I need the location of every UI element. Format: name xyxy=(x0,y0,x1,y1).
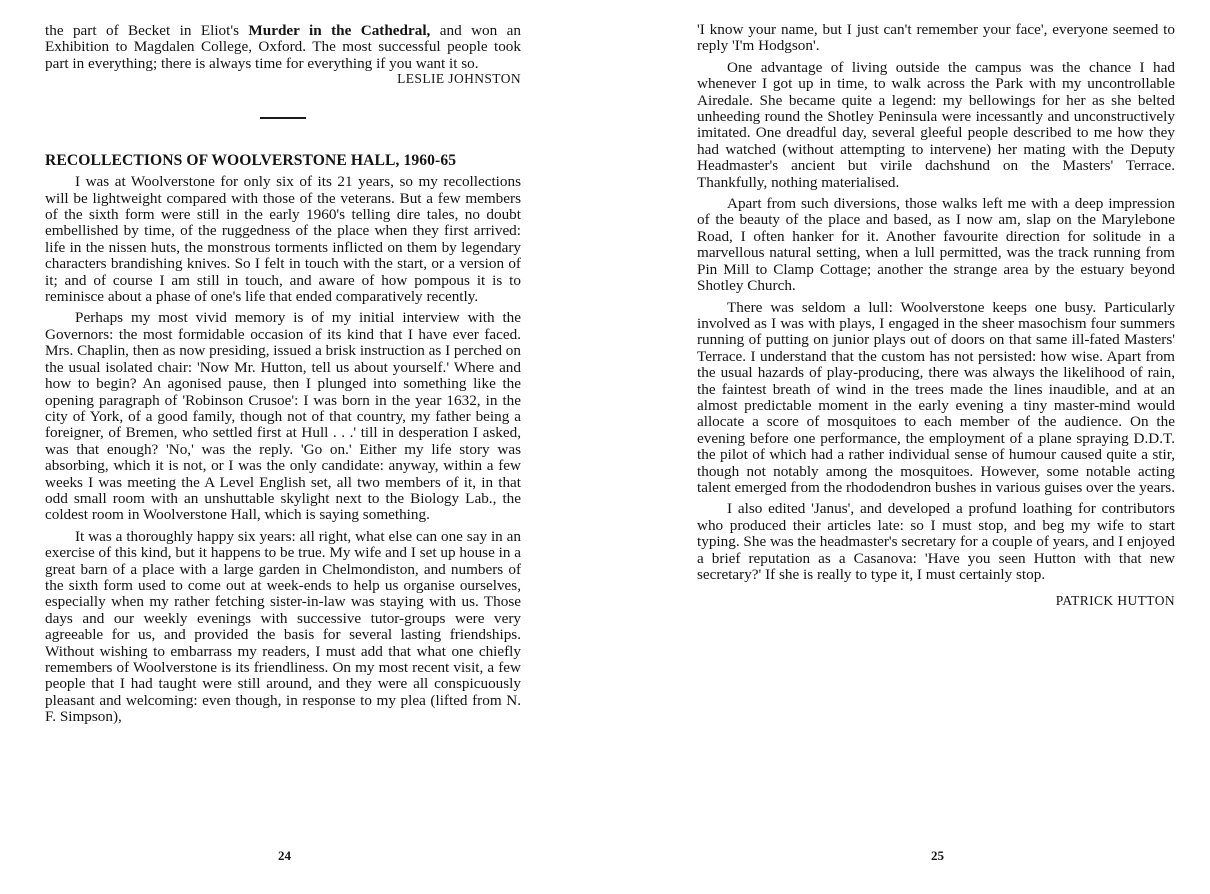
page-number-left: 24 xyxy=(278,848,291,863)
author-signature: PATRICK HUTTON xyxy=(1055,593,1175,609)
paragraph: Apart from such diversions, those walks left me with a deep impression of the beauty of the place and based, as I now am, slap on the Marylebone Road, I often hanker for it. Another favourite direction for solitude in a marvellous natural setting, when a lull permitted, was the track running from Pin Mill to Clamp Cottage; another the strange area by the estuary beyond Shotley Church. xyxy=(697,195,1175,295)
carryover-text-end: and won an Exhibition to Magdalen College, Oxford. The most successful people took part in everything; there is always time for everything if you want it so. xyxy=(45,22,521,72)
paragraph: I was at Woolverstone for only six of its 21 years, so my recollections will be lightweight compared with those of the veterans. But a few members of the sixth form were still in the early 1960's telling dire tales, no doubt embellished by time, of the ruggedness of the place when they first arrived: life in the nissen huts, the monstrous torments inflicted on them by legendary characters brandishing knives. So I felt in touch with the start, or a version of it; and of course I am still in touch, and aware of how pompous it is to reminisce about a phase of one's life that ended comparatively recently. xyxy=(45,173,521,306)
paragraph: One advantage of living outside the campus was the chance I had whenever I got up in time, to walk across the Park with my uncontrollable Airedale. She became quite a legend: my bellowings for her as she belted unheeding round the Shotley Peninsula were incessantly and unconstructively imitated. One dreadful day, several gleeful people described to me how they had watched (without attempting to intervene) her mating with the Deputy Headmaster's ancient but virile dachshund on the Masters' Terrace. Thankfully, nothing materialised. xyxy=(697,58,1175,191)
paragraph: Perhaps my most vivid memory is of my initial interview with the Governors: the most formidable occasion of its kind that I have ever faced. Mrs. Chaplin, then as now presiding, issued a brisk instruction as I perched on the usual isolated chair: 'Now Mr. Hutton, tell us about yourself.' Where and how to begin? An agonised pause, then I plunged into something like the opening paragraph of 'Robinson Crusoe': I was born in the year 1632, in the city of York, of a good family, though not of that country, my father being a foreigner, of Bremen, who settled first at Hull . . .' till in desperation I asked, was that enough? 'No,' was the reply. 'Go on.' Either my life story was absorbing, which it is not, or I was the only candidate: anyway, within a few weeks I was meeting the A Level English set, all two members of it, in that odd small room with an unshuttable skylight next to the Biology Lab., the coldest room in Woolverstone Hall, which is saying something. xyxy=(45,309,521,524)
left-page xyxy=(45,0,521,894)
paragraph: It was a thoroughly happy six years: all right, what else can one say in an exercise of this kind, but it happens to be true. My wife and I set up house in a great barn of a place with a large garden in Chelmondiston, and numbers of the sixth form used to come out at week-ends to help us organise ourselves, especially when my rather fetching sister-in-law was staying with us. Those days and our weekly evenings with successive tutor-groups were very agreeable for us, and provided the basis for several lasting friendships. Without wishing to embarrass my readers, I must add that what one chiefly remembers of Woolverstone is its friendliness. On my most recent visit, a few people that I had taught were still around, and they were all conspicuously pleasant and welcoming: even though, in response to my plea (lifted from N. F. Simpson), xyxy=(45,527,521,726)
article-heading: RECOLLECTIONS OF WOOLVERSTONE HALL, 1960-65 xyxy=(45,152,457,170)
page-number-right: 25 xyxy=(931,848,944,863)
paragraph: I also edited 'Janus', and developed a profund loathing for contributors who produced their articles late: so I must stop, and beg my wife to start typing. She was the headmaster's secretary for a couple of years, and I enjoyed a brief reputation as a Casanova: 'Have you seen Hutton with that new secretary?' If she is really to type it, I must certainly stop. xyxy=(697,500,1176,583)
right-page xyxy=(697,0,1175,894)
carryover-text: the part of Becket in Eliot's xyxy=(45,22,249,39)
carryover-paragraph: 'I know your name, but I just can't remember your face', everyone seemed to reply 'I'm Hodgson'. xyxy=(697,21,1175,55)
paragraph: There was seldom a lull: Woolverstone keeps one busy. Particularly involved as I was with plays, I engaged in the sheer masochism four summers running of putting on junior plays out of doors on that same ill-fated Masters' Terrace. I understand that the custom has not persisted: how wise. Apart from the usual hazards of play-producing, there was always the likelihood of rain, the faintest breath of wind in the trees made the lines inaudible, and at an almost predictable moment in the early evening a tiny master-mind would allocate a score of mosquitoes to each member of the audience. On the evening before one performance, the employment of a plane spraying D.D.T. the pilot of which had a rather individual sense of humour caused quite a stir, though not notably among the mosquitoes. However, some notable acting talent emerged from the rhododendron bushes in various guises over the years. xyxy=(697,298,1175,496)
author-signature: LESLIE JOHNSTON xyxy=(397,71,521,87)
play-title: Murder in the Cathedral, xyxy=(248,22,431,39)
section-divider xyxy=(260,117,306,119)
carryover-paragraph xyxy=(45,23,521,72)
